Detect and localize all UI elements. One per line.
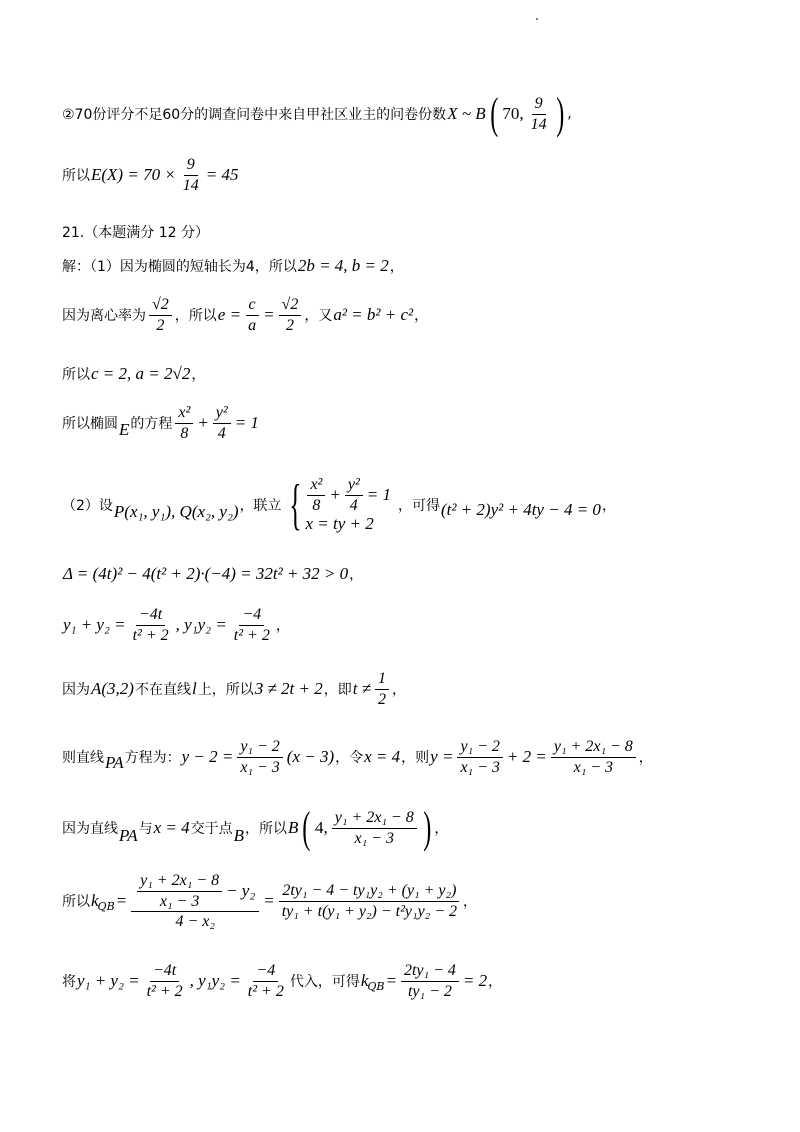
math: =: [115, 891, 128, 911]
fraction: $\frac{\text{y₁ − 2}}{\text{x₁ − 3}}$: [237, 738, 282, 776]
math: X ~ B: [447, 104, 486, 123]
line-slope: [62, 872, 477, 931]
line-values: [62, 364, 205, 384]
paren-close: ): [423, 803, 432, 852]
punct: ，: [392, 682, 407, 699]
punct: ，: [389, 259, 404, 275]
math: c = 2, a = 2√2: [91, 364, 191, 383]
text: 因为离心率为: [62, 308, 146, 325]
fraction: $\frac{\text{x²}}{8}$: [175, 404, 193, 442]
math: Δ = (4t)² − 4(t² + 2)·(−4) = 32t² + 32 > 0: [63, 564, 349, 583]
punct: ，: [638, 750, 653, 767]
fraction: $\frac{\text{y₁ − 2}}{\text{x₁ − 3}}$: [457, 738, 502, 776]
line-heading: [62, 222, 209, 242]
punct: ，: [191, 367, 206, 383]
subscript: QB: [97, 899, 115, 913]
math: B: [233, 826, 244, 845]
math: =: [385, 971, 397, 991]
fraction: $\frac{\text{y²}}{4}$: [345, 476, 363, 514]
math: A(3,2): [91, 679, 134, 699]
text: 所以: [62, 168, 90, 185]
text: 则直线: [62, 750, 104, 767]
fraction: $\frac{\text{y₁ + 2x₁ − 8}}{\text{x₁ − 3}}$: [332, 809, 417, 847]
text: 的方程: [130, 416, 173, 433]
text: ，所以: [174, 308, 217, 325]
text: 上，所以: [197, 682, 254, 699]
text: 所以: [62, 894, 90, 911]
subscript: QB: [367, 979, 385, 993]
math: = 45: [205, 165, 239, 185]
fraction: $\frac{-4}{\text{t² + 2}}$: [233, 606, 270, 644]
fraction: $\frac{\text{y₁ + 2x₁ − 8}}{\text{x₁ − 3}}$: [551, 738, 636, 776]
line-binomial: [62, 89, 572, 138]
fraction: $\frac{-4t}{\text{t² + 2}}$: [146, 962, 183, 1000]
math: =: [263, 305, 275, 325]
fraction: $\frac{\text{y₁ + 2x₁ − 8}}{\text{x₁ − 3}}$: [137, 872, 222, 910]
line-axis: [62, 256, 404, 276]
punct: ，: [275, 618, 290, 635]
math: , y₁y₂ =: [189, 971, 241, 991]
punct: ，: [349, 567, 364, 583]
math: k: [360, 971, 369, 991]
fraction: $\frac{-4}{\text{t² + 2}}$: [247, 962, 284, 1000]
fraction: $\frac{√2}{2}$: [149, 296, 172, 334]
math: y − 2 =: [181, 747, 234, 767]
math: E(X) = 70 ×: [91, 165, 176, 185]
math: PA: [119, 826, 138, 845]
line-eccentricity: [62, 296, 428, 334]
math: +: [197, 413, 209, 433]
punct: ，: [601, 498, 616, 515]
text: ，联立: [239, 498, 282, 515]
math: (x − 3): [286, 747, 335, 767]
math: (t² + 2)y² + 4ty − 4 = 0: [440, 500, 601, 520]
fraction: $\frac{c}{a}$: [245, 296, 259, 334]
math: k: [91, 891, 99, 911]
math: l: [191, 679, 197, 699]
math: e =: [217, 305, 242, 325]
text: 解：（1）因为椭圆的短轴长为4，所以: [62, 259, 297, 275]
math: 2b = 4, b = 2: [297, 256, 389, 275]
punct: ,: [567, 106, 572, 122]
punct: ，: [488, 974, 503, 991]
fraction: $\frac{\text{y²}}{4}$: [213, 404, 231, 442]
math: P(x₁, y₁), Q(x₂, y₂): [113, 502, 239, 522]
text: ，即: [323, 682, 352, 699]
math: + 2 =: [506, 747, 547, 767]
equation-system: $\frac{\text{x²}}{8}$ + $\frac{\text{y²}}{4}$ = 1 x = ty + 2: [305, 476, 391, 534]
section-heading: 21.（本题满分 12 分）: [62, 225, 209, 241]
text: 代入，可得: [289, 974, 360, 991]
paren-close: ): [555, 89, 564, 138]
line-vieta: [62, 606, 290, 644]
math: x = 4: [364, 747, 401, 767]
text: ，则: [401, 750, 430, 767]
punct: ，: [463, 894, 478, 911]
math: x = 4: [153, 818, 190, 837]
line-expectation: [62, 156, 240, 194]
page-dot: [536, 18, 538, 20]
text: ②70份评分不足60分的调查问卷中来自甲社区业主的问卷份数: [62, 107, 447, 123]
math: 4,: [315, 818, 328, 837]
line-system: [62, 474, 616, 537]
math: 70,: [502, 104, 524, 123]
text: 所以: [62, 367, 90, 383]
math: E: [119, 420, 130, 440]
text: 方程为：: [124, 750, 181, 767]
line-discriminant: [62, 564, 363, 584]
math: =: [263, 891, 275, 911]
text: ，所以: [245, 821, 287, 837]
math: a² = b² + c²: [333, 305, 414, 325]
line-substitute: [62, 962, 502, 1000]
text: （2）设: [62, 498, 113, 515]
math: y =: [430, 747, 454, 767]
fraction: $\frac{\text{2ty₁ − 4 − ty₁y₂ + (y₁ + y₂)}}{\text{ty₁ + t(y₁ + y₂) − t²y₁y₂ − 2}}$: [279, 882, 460, 920]
text: 因为: [62, 682, 90, 699]
line-point-b: [62, 803, 449, 852]
fraction: $\frac{\text{2ty₁ − 4}}{\text{ty₁ − 2}}$: [401, 962, 459, 1000]
fraction: $\frac{9}{14}$: [182, 156, 199, 194]
text: 将: [62, 974, 76, 991]
math: 3 ≠ 2t + 2: [254, 679, 323, 699]
text: ，可得: [397, 498, 440, 515]
paren-open: (: [302, 803, 311, 852]
math: y₁ + y₂ =: [63, 615, 126, 635]
punct: ，: [414, 308, 429, 325]
fraction: $\frac{9}{14}$: [530, 94, 547, 133]
math: = 2: [462, 971, 488, 991]
text: 所以椭圆: [62, 416, 118, 433]
text: 不在直线: [134, 682, 191, 699]
math: = 1: [234, 413, 259, 433]
line-pa-equation: [62, 738, 653, 776]
fraction: $\frac{\text{x²}}{8}$: [307, 476, 325, 514]
math: y₁ + y₂ =: [77, 971, 140, 991]
brace: {: [288, 474, 302, 537]
text: 与: [138, 821, 153, 837]
math: PA: [105, 753, 124, 773]
line-not-on-line: [62, 670, 406, 708]
fraction: $\frac{-4t}{\text{t² + 2}}$: [132, 606, 169, 644]
fraction: $\frac{√2}{2}$: [279, 296, 302, 334]
line-ellipse-eq: [62, 404, 260, 442]
punct: ，: [434, 821, 449, 837]
text: 因为直线: [62, 821, 118, 837]
paren-open: (: [489, 89, 499, 138]
text: 交于点: [190, 821, 233, 837]
math: , y₁y₂ =: [175, 615, 227, 635]
math: x = ty + 2: [305, 514, 374, 534]
math: B: [288, 818, 299, 837]
text: ，令: [335, 750, 364, 767]
fraction: $\frac{1}{2}$: [375, 670, 389, 708]
text: ，又: [304, 308, 333, 325]
math: t ≠: [352, 679, 372, 699]
compound-fraction: $\frac{\text{y₁ + 2x₁ − 8}}{\text{x₁ − 3}}$ − y₂ 4 − x₂: [131, 872, 259, 931]
